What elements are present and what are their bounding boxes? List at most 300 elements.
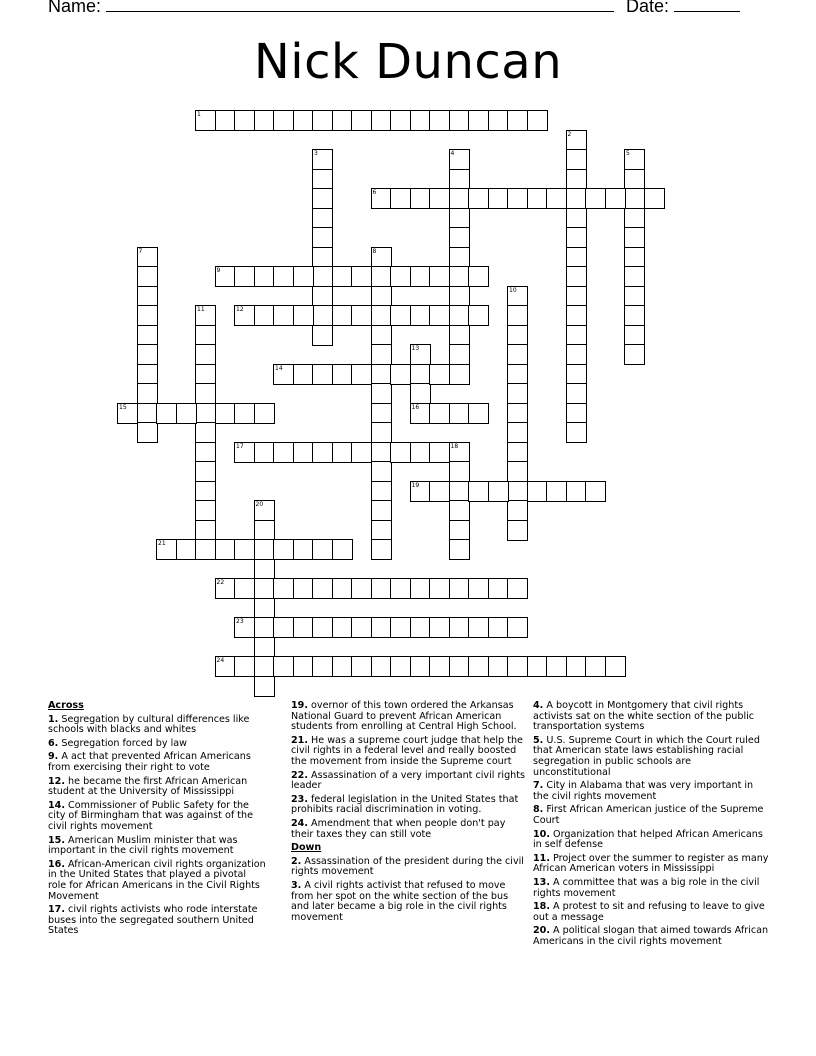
- grid-cell[interactable]: [507, 617, 528, 638]
- grid-cell[interactable]: [351, 578, 372, 599]
- grid-cell[interactable]: [371, 578, 392, 599]
- grid-cell[interactable]: [449, 286, 470, 307]
- grid-cell[interactable]: [371, 403, 392, 424]
- grid-cell[interactable]: [215, 539, 236, 560]
- clue-number-label: 5: [626, 150, 630, 157]
- grid-cell[interactable]: [273, 656, 294, 677]
- grid-cell[interactable]: [507, 520, 528, 541]
- grid-cell[interactable]: [293, 305, 314, 326]
- across-clue: 19. overnor of this town ordered the Arkansas National Guard to prevent African American students from enrolling at Central High School.: [291, 700, 517, 733]
- grid-cell[interactable]: [507, 364, 528, 385]
- grid-cell[interactable]: [449, 481, 470, 502]
- page-title: Nick Duncan: [253, 34, 563, 90]
- grid-cell[interactable]: [566, 305, 587, 326]
- grid-cell[interactable]: [527, 656, 548, 677]
- grid-cell[interactable]: [488, 617, 509, 638]
- grid-cell[interactable]: [390, 442, 411, 463]
- grid-cell[interactable]: [507, 383, 528, 404]
- grid-cell[interactable]: [351, 266, 372, 287]
- grid-cell[interactable]: [507, 110, 528, 131]
- grid-cell[interactable]: [507, 286, 528, 307]
- grid-cell[interactable]: [410, 617, 431, 638]
- grid-cell[interactable]: [234, 442, 255, 463]
- grid-cell[interactable]: [390, 110, 411, 131]
- grid-cell[interactable]: [254, 637, 275, 658]
- grid-cell[interactable]: [507, 461, 528, 482]
- grid-cell[interactable]: [176, 403, 197, 424]
- grid-cell[interactable]: [234, 578, 255, 599]
- grid-cell[interactable]: [254, 305, 275, 326]
- grid-cell[interactable]: [371, 247, 392, 268]
- grid-cell[interactable]: [624, 149, 645, 170]
- grid-cell[interactable]: [137, 364, 158, 385]
- grid-cell[interactable]: [273, 578, 294, 599]
- grid-cell[interactable]: [449, 325, 470, 346]
- grid-cell[interactable]: [449, 247, 470, 268]
- grid-cell[interactable]: [137, 344, 158, 365]
- grid-cell[interactable]: [254, 266, 275, 287]
- grid-cell[interactable]: [312, 286, 333, 307]
- grid-cell[interactable]: [449, 617, 470, 638]
- grid-cell[interactable]: [566, 247, 587, 268]
- clue-number-label: 24: [216, 657, 225, 664]
- down-clue: 8. First African American justice of the Supreme Court: [533, 804, 764, 826]
- grid-cell[interactable]: [195, 461, 216, 482]
- grid-cell[interactable]: [585, 188, 606, 209]
- grid-cell[interactable]: [371, 422, 392, 443]
- grid-cell[interactable]: [468, 656, 489, 677]
- grid-cell[interactable]: [390, 188, 411, 209]
- grid-cell[interactable]: [449, 461, 470, 482]
- grid-cell[interactable]: [234, 403, 255, 424]
- grid-cell[interactable]: [429, 617, 450, 638]
- grid-cell[interactable]: [312, 208, 333, 229]
- grid-cell[interactable]: [273, 305, 294, 326]
- grid-cell[interactable]: [410, 656, 431, 677]
- grid-cell[interactable]: [254, 598, 275, 619]
- grid-cell[interactable]: [468, 578, 489, 599]
- grid-cell[interactable]: [293, 539, 314, 560]
- grid-cell[interactable]: [507, 325, 528, 346]
- grid-cell[interactable]: [507, 500, 528, 521]
- grid-cell[interactable]: [332, 656, 353, 677]
- grid-cell[interactable]: [332, 305, 353, 326]
- grid-cell[interactable]: [137, 383, 158, 404]
- grid-cell[interactable]: [429, 403, 450, 424]
- grid-cell[interactable]: [507, 442, 528, 463]
- grid-cell[interactable]: [566, 364, 587, 385]
- grid-cell[interactable]: [371, 383, 392, 404]
- grid-cell[interactable]: [507, 422, 528, 443]
- grid-cell[interactable]: [449, 266, 470, 287]
- grid-cell[interactable]: [351, 617, 372, 638]
- grid-cell[interactable]: [566, 227, 587, 248]
- grid-cell[interactable]: [410, 383, 431, 404]
- grid-cell[interactable]: [195, 305, 216, 326]
- grid-cell[interactable]: [254, 578, 275, 599]
- grid-cell[interactable]: [234, 539, 255, 560]
- clue-column-2: [291, 701, 527, 926]
- down-clue: 20. A political slogan that aimed towards African Americans in the civil rights movement: [533, 925, 769, 947]
- across-clue: 16. African-American civil rights organization in the United States that played a pivotal role for African Americans in the Civil Rights Movement: [48, 858, 266, 902]
- grid-cell[interactable]: [429, 188, 450, 209]
- grid-cell[interactable]: [254, 559, 275, 580]
- grid-cell[interactable]: [371, 344, 392, 365]
- down-clue: 11. Project over the summer to register as many African American voters in Mississippi: [533, 852, 769, 875]
- clue-number-label: 10: [509, 286, 517, 294]
- clue-number-label: 3: [314, 150, 318, 157]
- grid-cell[interactable]: [624, 344, 645, 365]
- grid-cell[interactable]: [293, 442, 314, 463]
- clue-number-label: 13: [411, 345, 420, 352]
- grid-cell[interactable]: [644, 188, 665, 209]
- grid-cell[interactable]: [566, 656, 587, 677]
- grid-cell[interactable]: [624, 266, 645, 287]
- clue-number-label: 14: [275, 364, 283, 372]
- grid-cell[interactable]: [410, 305, 431, 326]
- grid-cell[interactable]: [195, 422, 216, 443]
- grid-cell[interactable]: [195, 442, 216, 463]
- grid-cell[interactable]: [624, 325, 645, 346]
- grid-cell[interactable]: [195, 403, 216, 424]
- grid-cell[interactable]: [273, 266, 294, 287]
- grid-cell[interactable]: [312, 364, 333, 385]
- grid-cell[interactable]: [566, 286, 587, 307]
- clue-number-label: 21: [158, 540, 166, 547]
- grid-cell[interactable]: [371, 266, 392, 287]
- grid-cell[interactable]: [390, 578, 411, 599]
- grid-cell[interactable]: [371, 617, 392, 638]
- down-clue: 13. A committee that was a big role in the civil rights movement: [533, 876, 760, 899]
- grid-cell[interactable]: [312, 578, 333, 599]
- grid-cell[interactable]: [215, 403, 236, 424]
- grid-cell[interactable]: [273, 110, 294, 131]
- across-clue: 12. he became the first African American student at the University of Mississippi: [48, 775, 248, 798]
- grid-cell[interactable]: [312, 442, 333, 463]
- grid-cell[interactable]: [449, 578, 470, 599]
- grid-cell[interactable]: [546, 656, 567, 677]
- grid-cell[interactable]: [585, 656, 606, 677]
- grid-cell[interactable]: [527, 110, 548, 131]
- grid-cell[interactable]: [371, 442, 392, 463]
- grid-cell[interactable]: [449, 188, 470, 209]
- grid-cell[interactable]: [507, 344, 528, 365]
- grid-cell[interactable]: [195, 110, 216, 131]
- grid-cell[interactable]: [488, 481, 509, 502]
- grid-cell[interactable]: [410, 442, 431, 463]
- grid-cell[interactable]: [371, 461, 392, 482]
- grid-cell[interactable]: [254, 110, 275, 131]
- grid-cell[interactable]: [371, 110, 392, 131]
- clue-number-label: 11: [197, 306, 205, 313]
- grid-cell[interactable]: [371, 481, 392, 502]
- grid-cell[interactable]: [410, 188, 431, 209]
- grid-cell[interactable]: [449, 539, 470, 560]
- grid-cell[interactable]: [215, 656, 236, 677]
- grid-cell[interactable]: [312, 247, 333, 268]
- grid-cell[interactable]: [468, 188, 489, 209]
- grid-cell[interactable]: [254, 676, 275, 697]
- grid-cell[interactable]: [351, 442, 372, 463]
- grid-cell[interactable]: [468, 481, 489, 502]
- grid-cell[interactable]: [468, 617, 489, 638]
- grid-cell[interactable]: [254, 617, 275, 638]
- grid-cell[interactable]: [449, 500, 470, 521]
- grid-cell[interactable]: [293, 110, 314, 131]
- across-clue: 23. federal legislation in the United States that prohibits racial discrimination in voting.: [291, 793, 519, 816]
- across-clue: 1. Segregation by cultural differences like schools with blacks and whites: [48, 713, 250, 736]
- grid-cell[interactable]: [507, 403, 528, 424]
- grid-cell[interactable]: [293, 578, 314, 599]
- grid-cell[interactable]: [234, 617, 255, 638]
- grid-cell[interactable]: [273, 617, 294, 638]
- grid-cell[interactable]: [293, 656, 314, 677]
- grid-cell[interactable]: [234, 110, 255, 131]
- grid-cell[interactable]: [332, 617, 353, 638]
- grid-cell[interactable]: [566, 169, 587, 190]
- grid-cell[interactable]: [156, 539, 177, 560]
- grid-cell[interactable]: [527, 481, 548, 502]
- grid-cell[interactable]: [488, 656, 509, 677]
- grid-cell[interactable]: [254, 500, 275, 521]
- grid-cell[interactable]: [449, 364, 470, 385]
- grid-cell[interactable]: [371, 656, 392, 677]
- grid-cell[interactable]: [312, 617, 333, 638]
- grid-cell[interactable]: [429, 110, 450, 131]
- grid-cell[interactable]: [215, 578, 236, 599]
- down-clue: 10. Organization that helped African Americans in self defense: [533, 828, 763, 851]
- across-clue: 22. Assassination of a very important civil rights leader: [291, 769, 525, 792]
- grid-cell[interactable]: [312, 266, 333, 287]
- grid-cell[interactable]: [195, 383, 216, 404]
- grid-cell[interactable]: [410, 344, 431, 365]
- across-heading: Across: [48, 700, 84, 711]
- clue-number-label: 1: [197, 111, 201, 118]
- grid-cell[interactable]: [351, 305, 372, 326]
- grid-cell[interactable]: [137, 403, 158, 424]
- grid-cell[interactable]: [449, 403, 470, 424]
- grid-cell[interactable]: [312, 149, 333, 170]
- grid-cell[interactable]: [332, 578, 353, 599]
- grid-cell[interactable]: [624, 188, 645, 209]
- grid-cell[interactable]: [254, 403, 275, 424]
- grid-cell[interactable]: [195, 364, 216, 385]
- grid-cell[interactable]: [293, 617, 314, 638]
- grid-cell[interactable]: [195, 520, 216, 541]
- down-clue: 5. U.S. Supreme Court in which the Court ruled that American state laws establishing racial segregation in public schools are unconstitutional: [533, 734, 760, 778]
- down-clue: 3. A civil rights activist that refused to move from her spot on the white section of the bus and later became a big role in the civil rights movement: [291, 879, 509, 923]
- grid-cell[interactable]: [449, 442, 470, 463]
- grid-cell[interactable]: [410, 403, 431, 424]
- grid-cell[interactable]: [449, 208, 470, 229]
- grid-cell[interactable]: [429, 578, 450, 599]
- grid-cell[interactable]: [312, 305, 333, 326]
- grid-cell[interactable]: [371, 364, 392, 385]
- down-clue: 7. City in Alabama that was very important in the civil rights movement: [533, 780, 754, 802]
- grid-cell[interactable]: [410, 578, 431, 599]
- grid-cell[interactable]: [507, 188, 528, 209]
- grid-cell[interactable]: [195, 539, 216, 560]
- grid-cell[interactable]: [566, 344, 587, 365]
- grid-cell[interactable]: [488, 188, 509, 209]
- grid-cell[interactable]: [137, 286, 158, 307]
- grid-cell[interactable]: [215, 110, 236, 131]
- grid-cell[interactable]: [429, 442, 450, 463]
- grid-cell[interactable]: [332, 110, 353, 131]
- grid-cell[interactable]: [410, 266, 431, 287]
- grid-cell[interactable]: [195, 344, 216, 365]
- grid-cell[interactable]: [390, 617, 411, 638]
- grid-cell[interactable]: [371, 188, 392, 209]
- grid-cell[interactable]: [449, 110, 470, 131]
- grid-cell[interactable]: [624, 286, 645, 307]
- clue-number-label: 18: [450, 442, 459, 450]
- grid-cell[interactable]: [312, 188, 333, 209]
- grid-cell[interactable]: [468, 403, 489, 424]
- grid-cell[interactable]: [566, 208, 587, 229]
- grid-cell[interactable]: [429, 481, 450, 502]
- grid-cell[interactable]: [312, 325, 333, 346]
- grid-cell[interactable]: [332, 442, 353, 463]
- grid-cell[interactable]: [507, 578, 528, 599]
- grid-cell[interactable]: [195, 325, 216, 346]
- grid-cell[interactable]: [312, 110, 333, 131]
- grid-cell[interactable]: [234, 656, 255, 677]
- grid-cell[interactable]: [429, 364, 450, 385]
- grid-cell[interactable]: [312, 169, 333, 190]
- grid-cell[interactable]: [176, 539, 197, 560]
- grid-cell[interactable]: [195, 500, 216, 521]
- grid-cell[interactable]: [468, 305, 489, 326]
- across-clue: 24. Amendment that when people don't pay their taxes they can still vote: [291, 817, 506, 840]
- grid-cell[interactable]: [468, 266, 489, 287]
- grid-cell[interactable]: [390, 266, 411, 287]
- grid-cell[interactable]: [371, 520, 392, 541]
- grid-cell[interactable]: [449, 227, 470, 248]
- grid-cell[interactable]: [215, 266, 236, 287]
- grid-cell[interactable]: [429, 305, 450, 326]
- grid-cell[interactable]: [429, 266, 450, 287]
- grid-cell[interactable]: [566, 403, 587, 424]
- grid-cell[interactable]: [488, 110, 509, 131]
- grid-cell[interactable]: [390, 364, 411, 385]
- grid-cell[interactable]: [410, 481, 431, 502]
- grid-cell[interactable]: [254, 520, 275, 541]
- grid-cell[interactable]: [371, 286, 392, 307]
- clue-number-label: 16: [411, 403, 420, 411]
- grid-cell[interactable]: [566, 149, 587, 170]
- grid-cell[interactable]: [566, 266, 587, 287]
- grid-cell[interactable]: [566, 481, 587, 502]
- grid-cell[interactable]: [410, 364, 431, 385]
- grid-cell[interactable]: [332, 364, 353, 385]
- grid-cell[interactable]: [312, 539, 333, 560]
- grid-cell[interactable]: [351, 656, 372, 677]
- grid-cell[interactable]: [566, 325, 587, 346]
- grid-cell[interactable]: [273, 442, 294, 463]
- grid-cell[interactable]: [546, 188, 567, 209]
- grid-cell[interactable]: [566, 130, 587, 151]
- grid-cell[interactable]: [507, 656, 528, 677]
- grid-cell[interactable]: [234, 305, 255, 326]
- grid-cell[interactable]: [254, 442, 275, 463]
- grid-cell[interactable]: [507, 481, 528, 502]
- grid-cell[interactable]: [312, 656, 333, 677]
- grid-cell[interactable]: [332, 539, 353, 560]
- grid-cell[interactable]: [624, 247, 645, 268]
- grid-cell[interactable]: [449, 656, 470, 677]
- grid-cell[interactable]: [332, 266, 353, 287]
- grid-cell[interactable]: [351, 110, 372, 131]
- grid-cell[interactable]: [117, 403, 138, 424]
- grid-cell[interactable]: [371, 325, 392, 346]
- grid-cell[interactable]: [605, 188, 626, 209]
- grid-cell[interactable]: [137, 305, 158, 326]
- grid-cell[interactable]: [293, 266, 314, 287]
- grid-cell[interactable]: [449, 305, 470, 326]
- grid-cell[interactable]: [605, 656, 626, 677]
- grid-cell[interactable]: [488, 578, 509, 599]
- grid-cell[interactable]: [137, 266, 158, 287]
- grid-cell[interactable]: [371, 539, 392, 560]
- grid-cell[interactable]: [624, 305, 645, 326]
- grid-cell[interactable]: [449, 344, 470, 365]
- grid-cell[interactable]: [449, 149, 470, 170]
- grid-cell[interactable]: [410, 110, 431, 131]
- grid-cell[interactable]: [390, 305, 411, 326]
- grid-cell[interactable]: [449, 520, 470, 541]
- across-clue: 9. A act that prevented African Americans from exercising their right to vote: [48, 751, 251, 773]
- grid-cell[interactable]: [234, 266, 255, 287]
- grid-cell[interactable]: [371, 500, 392, 521]
- grid-cell[interactable]: [273, 364, 294, 385]
- grid-cell[interactable]: [546, 481, 567, 502]
- grid-cell[interactable]: [429, 656, 450, 677]
- grid-cell[interactable]: [566, 383, 587, 404]
- grid-cell[interactable]: [390, 656, 411, 677]
- grid-cell[interactable]: [566, 422, 587, 443]
- grid-cell[interactable]: [137, 325, 158, 346]
- across-clue: 14. Commissioner of Public Safety for the city of Birmingham that was against of the civil rights movement: [48, 799, 254, 832]
- grid-cell[interactable]: [293, 364, 314, 385]
- grid-cell[interactable]: [624, 208, 645, 229]
- grid-cell[interactable]: [273, 539, 294, 560]
- grid-cell[interactable]: [254, 539, 275, 560]
- grid-cell[interactable]: [527, 188, 548, 209]
- grid-cell[interactable]: [566, 188, 587, 209]
- clue-number-label: 6: [372, 189, 377, 196]
- grid-cell[interactable]: [312, 227, 333, 248]
- grid-cell[interactable]: [624, 227, 645, 248]
- grid-cell[interactable]: [195, 481, 216, 502]
- grid-cell[interactable]: [507, 305, 528, 326]
- grid-cell[interactable]: [137, 422, 158, 443]
- grid-cell[interactable]: [371, 305, 392, 326]
- across-clue: 21. He was a supreme court judge that help the civil rights in a federal level and really boosted the movement from inside the Supreme court: [291, 734, 523, 767]
- grid-cell[interactable]: [585, 481, 606, 502]
- grid-cell[interactable]: [254, 656, 275, 677]
- grid-cell[interactable]: [137, 247, 158, 268]
- grid-cell[interactable]: [468, 110, 489, 131]
- clue-number-label: 7: [138, 247, 143, 255]
- grid-cell[interactable]: [449, 169, 470, 190]
- grid-cell[interactable]: [624, 169, 645, 190]
- grid-cell[interactable]: [156, 403, 177, 424]
- across-clue: 17. civil rights activists who rode interstate buses into the segregated southern United States: [48, 904, 258, 937]
- grid-cell[interactable]: [351, 364, 372, 385]
- down-clue: 4. A boycott in Montgomery that civil rights activists sat on the white section of the public transportation systems: [533, 700, 755, 733]
- clue-column-1: [48, 701, 266, 940]
